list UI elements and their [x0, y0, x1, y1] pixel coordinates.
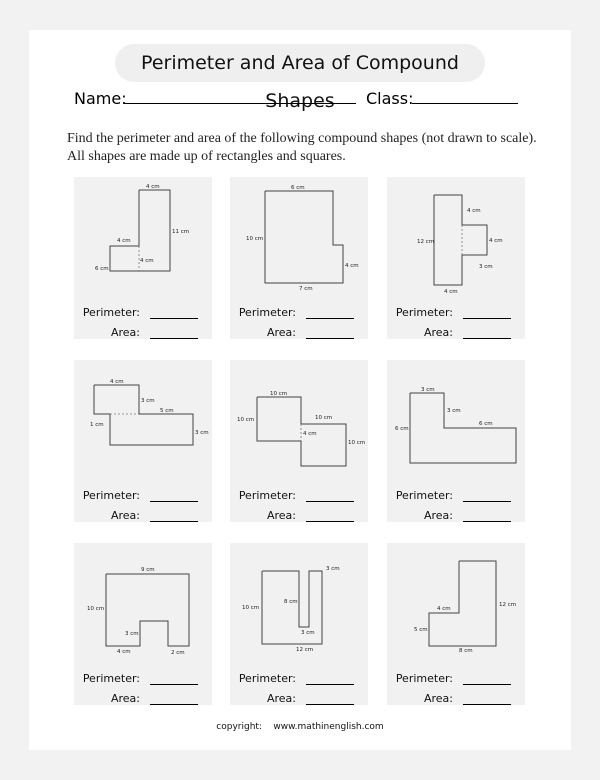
shape-1-label-4: 4 cm [140, 258, 154, 264]
shape-5-label-2: 10 cm [237, 417, 255, 423]
shape-5-label-5: 10 cm [348, 440, 366, 446]
shape-card-3 [387, 177, 525, 339]
shape-4-label-5: 3 cm [195, 430, 209, 436]
shape-2-outline [265, 191, 343, 283]
area-answer-line[interactable] [306, 521, 354, 522]
shape-2-label-1: 6 cm [291, 185, 305, 191]
shape-2-label-3: 4 cm [345, 263, 359, 269]
instruction-line-2: All shapes are made up of rectangles and squares. [67, 149, 346, 164]
shape-card-7 [74, 543, 212, 705]
copyright-label: copyright: [216, 722, 262, 732]
shape-7-label-4: 4 cm [117, 649, 131, 655]
perimeter-label: Perimeter: [395, 672, 453, 685]
area-label: Area: [423, 692, 453, 705]
shape-card-1 [74, 177, 212, 339]
shape-3-label-4: 3 cm [479, 264, 493, 270]
area-label: Area: [110, 692, 140, 705]
shape-3-label-2: 12 cm [417, 239, 435, 245]
shape-8-label-3: 10 cm [242, 605, 260, 611]
shape-2-label-2: 10 cm [246, 236, 264, 242]
shape-7-label-2: 10 cm [87, 606, 105, 612]
perimeter-label: Perimeter: [82, 489, 140, 502]
shape-3-label-3: 4 cm [489, 238, 503, 244]
shape-6-outline [410, 393, 516, 463]
area-answer-line[interactable] [306, 338, 354, 339]
shape-7-label-5: 2 cm [171, 650, 185, 656]
shape-5-outline [257, 397, 346, 466]
class-field[interactable] [412, 103, 518, 104]
shape-6-label-3: 6 cm [479, 421, 493, 427]
shape-4-outline [94, 385, 193, 445]
area-answer-line[interactable] [306, 704, 354, 705]
shape-card-2 [230, 177, 368, 339]
copyright-site-link[interactable]: www.mathinenglish.com [273, 722, 384, 732]
shape-1-label-5: 6 cm [95, 266, 109, 272]
shape-9-outline [429, 561, 496, 646]
shape-6-label-4: 6 cm [395, 426, 409, 432]
shape-8-label-1: 3 cm [326, 566, 340, 572]
area-label: Area: [266, 509, 296, 522]
instructions [67, 130, 547, 166]
perimeter-answer-line[interactable] [463, 501, 511, 502]
shape-9-label-3: 5 cm [414, 627, 428, 633]
perimeter-answer-line[interactable] [150, 318, 198, 319]
shape-card-8 [230, 543, 368, 705]
area-label: Area: [266, 692, 296, 705]
page-title: Perimeter and Area of Compound Shapes [115, 44, 485, 82]
shape-card-6 [387, 360, 525, 522]
perimeter-answer-line[interactable] [463, 318, 511, 319]
class-label: Class: [366, 89, 414, 108]
area-answer-line[interactable] [463, 704, 511, 705]
area-answer-line[interactable] [463, 521, 511, 522]
shape-1-label-3: 4 cm [117, 238, 131, 244]
shape-4-label-4: 1 cm [90, 422, 104, 428]
perimeter-label: Perimeter: [395, 306, 453, 319]
perimeter-label: Perimeter: [238, 306, 296, 319]
perimeter-label: Perimeter: [82, 672, 140, 685]
perimeter-answer-line[interactable] [306, 318, 354, 319]
shape-5-label-3: 10 cm [315, 415, 333, 421]
perimeter-answer-line[interactable] [306, 684, 354, 685]
area-label: Area: [110, 326, 140, 339]
perimeter-answer-line[interactable] [463, 684, 511, 685]
shape-6-label-1: 3 cm [421, 387, 435, 393]
shape-5-label-1: 10 cm [270, 391, 288, 397]
name-label: Name: [74, 89, 127, 108]
shape-card-4 [74, 360, 212, 522]
perimeter-label: Perimeter: [82, 306, 140, 319]
area-answer-line[interactable] [150, 521, 198, 522]
shape-card-9 [387, 543, 525, 705]
shape-1-label-2: 11 cm [172, 229, 190, 235]
shape-9-label-2: 4 cm [437, 606, 451, 612]
area-label: Area: [110, 509, 140, 522]
perimeter-answer-line[interactable] [150, 684, 198, 685]
shape-7-outline [106, 574, 189, 646]
shape-1-label-1: 4 cm [146, 184, 160, 190]
shape-5-label-4: 4 cm [303, 431, 317, 437]
shape-7-label-1: 9 cm [141, 567, 155, 573]
area-label: Area: [266, 326, 296, 339]
perimeter-answer-line[interactable] [150, 501, 198, 502]
perimeter-label: Perimeter: [238, 672, 296, 685]
shape-9-label-4: 8 cm [459, 648, 473, 654]
instruction-line-1: Find the perimeter and area of the following compound shapes (not drawn to scale). [67, 131, 537, 146]
shape-4-label-1: 4 cm [110, 379, 124, 385]
area-answer-line[interactable] [150, 704, 198, 705]
shape-2-label-4: 7 cm [299, 286, 313, 292]
shape-card-5 [230, 360, 368, 522]
area-label: Area: [423, 326, 453, 339]
shape-6-label-2: 3 cm [447, 408, 461, 414]
shape-8-label-5: 12 cm [296, 647, 314, 653]
shape-8-label-2: 8 cm [284, 599, 298, 605]
copyright-footer [0, 722, 600, 732]
area-answer-line[interactable] [150, 338, 198, 339]
shape-4-label-3: 5 cm [160, 408, 174, 414]
shape-3-label-5: 4 cm [444, 289, 458, 295]
name-field[interactable] [124, 103, 356, 104]
perimeter-answer-line[interactable] [306, 501, 354, 502]
shape-7-label-3: 3 cm [125, 631, 139, 637]
shape-8-label-4: 3 cm [301, 630, 315, 636]
shape-9-label-1: 12 cm [499, 602, 517, 608]
perimeter-label: Perimeter: [238, 489, 296, 502]
shape-3-label-1: 4 cm [467, 208, 481, 214]
area-label: Area: [423, 509, 453, 522]
shape-4-label-2: 3 cm [141, 398, 155, 404]
area-answer-line[interactable] [463, 338, 511, 339]
perimeter-label: Perimeter: [395, 489, 453, 502]
